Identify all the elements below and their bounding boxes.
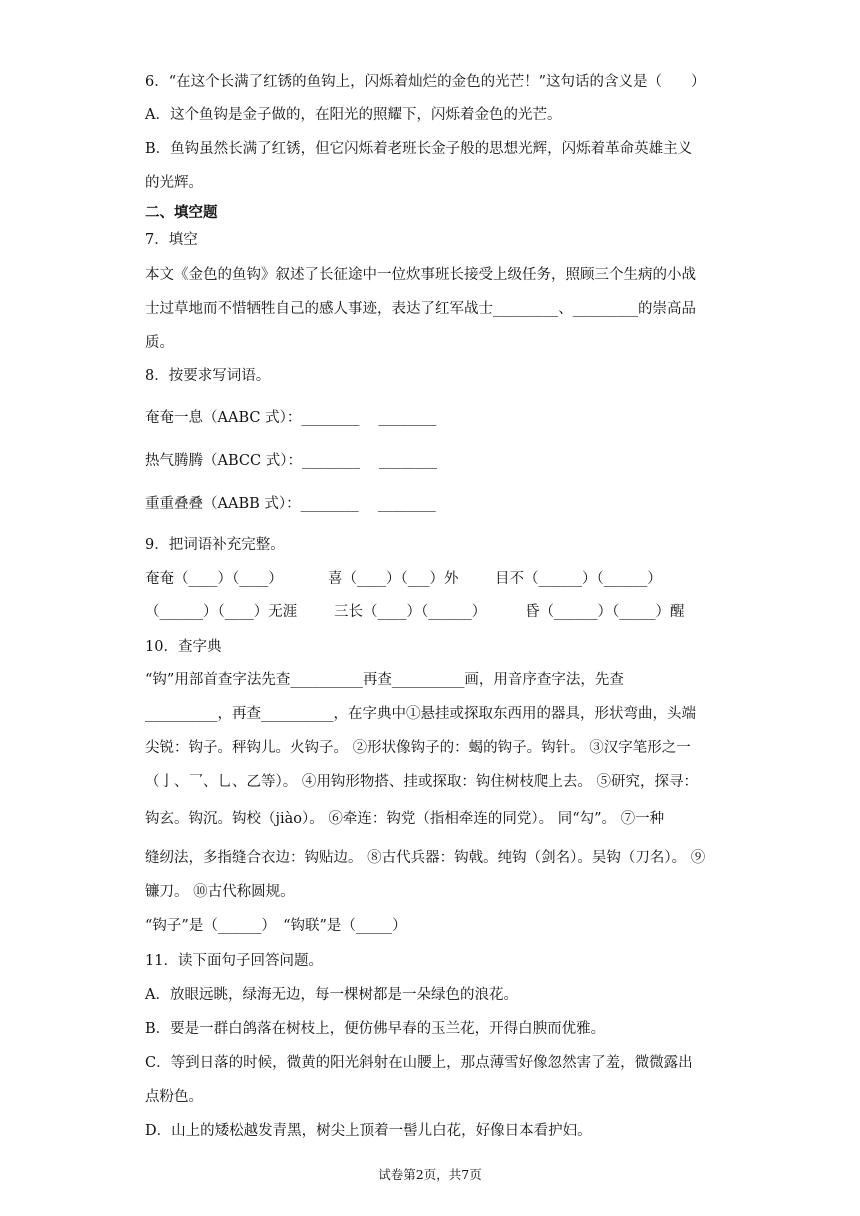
section-heading: 二、填空题 <box>145 204 218 221</box>
q9-blank-4: （______）（____）无涯 <box>145 604 298 620</box>
q9-blank-5: 三长（____）（______） <box>334 604 487 620</box>
q8-item-3: 重重叠叠（AABB 式）：________ ________ <box>145 496 436 512</box>
q6-option-a: A．这个鱼钩是金子做的，在阳光的照耀下，闪烁着金色的光芒。 <box>145 107 562 123</box>
q9-blank-3: 目不（______）（______） <box>495 571 662 587</box>
q10-title: 10．查字典 <box>145 639 222 655</box>
q8-item-2: 热气腾腾（ABCC 式）：________ ________ <box>145 453 438 469</box>
q11-option-a: A．放眼远眺，绿海无边，每一棵树都是一朵绿色的浪花。 <box>145 987 518 1003</box>
q7-text-2: 士过草地而不惜牺牲自己的感人事迹，表达了红军战士_________、_________的崇高品 <box>145 301 696 317</box>
q10-text-6: 缝纫法，多指缝合衣边：钩贴边。 ⑧古代兵器：钩戟。纯钩（剑名）。吴钩（刀名）。 ⑨ <box>145 850 706 866</box>
q11-option-c-cont: 点粉色。 <box>145 1089 203 1105</box>
q6-stem: 6．“在这个长满了红锈的鱼钩上，闪烁着灿烂的金色的光芒！”这句话的含义是（ ） <box>145 74 706 90</box>
q11-option-c: C．等到日落的时候，微黄的阳光斜射在山腰上，那点薄雪好像忽然害了羞，微微露出 <box>145 1055 693 1071</box>
q10-answer-line: “钩子”是（______） “钩联”是（_____） <box>145 918 407 934</box>
q11-title: 11．读下面句子回答问题。 <box>145 953 323 969</box>
q9-title: 9．把词语补充完整。 <box>145 537 285 553</box>
q8-title: 8．按要求写词语。 <box>145 368 271 384</box>
q7-text-3: 质。 <box>145 335 174 351</box>
q10-text-7: 镰刀。 ⑩古代称圆规。 <box>145 884 295 900</box>
q7-text: 本文《金色的鱼钩》叙述了长征途中一位炊事班长接受上级任务，照顾三个生病的小战 <box>145 267 696 283</box>
q8-item-1: 奄奄一息（AABC 式）：________ ________ <box>145 410 437 426</box>
q7-title: 7．填空 <box>145 232 198 248</box>
q10-text-4: （亅、乛、乚、乙等）。 ④用钩形物搭、挂或探取：钩住树枝爬上去。 ⑤研究，探寻： <box>145 774 698 790</box>
q11-option-d: D．山上的矮松越发青黑，树尖上顶着一髻儿白花，好像日本看护妇。 <box>145 1123 592 1139</box>
q10-text-1: “钩”用部首查字法先查__________再查__________画，用音序查字法，先查 <box>145 672 624 688</box>
q9-blank-1: 奄奄（____）（____） <box>145 571 283 587</box>
q11-option-b: B．要是一群白鸽落在树枝上，便仿佛早春的玉兰花，开得白腴而优雅。 <box>145 1021 606 1037</box>
page-footer: 试卷第2页，共7页 <box>378 1167 482 1182</box>
q6-option-b: B．鱼钩虽然长满了红锈，但它闪烁着老班长金子般的思想光辉，闪烁着革命英雄主义 <box>145 141 693 157</box>
q10-text-5: 钩玄。钩沉。钩校（jiào）。 ⑥牵连：钩党（指相牵连的同党）。 同“勾”。 ⑦一种 <box>145 811 665 827</box>
q10-text-3: 尖锐：钩子。秤钩儿。火钩子。 ②形状像钩子的：蝎的钩子。钩针。 ③汉字笔形之一 <box>145 740 691 756</box>
q9-blank-2: 喜（____）（___）外 <box>328 571 459 587</box>
q9-blank-6: 昏（______）（_____）醒 <box>525 604 685 620</box>
q10-text-2: __________，再查__________，在字典中①悬挂或探取东西用的器具，形状弯曲，头端 <box>145 706 696 722</box>
q6-option-b-cont: 的光辉。 <box>145 175 203 191</box>
